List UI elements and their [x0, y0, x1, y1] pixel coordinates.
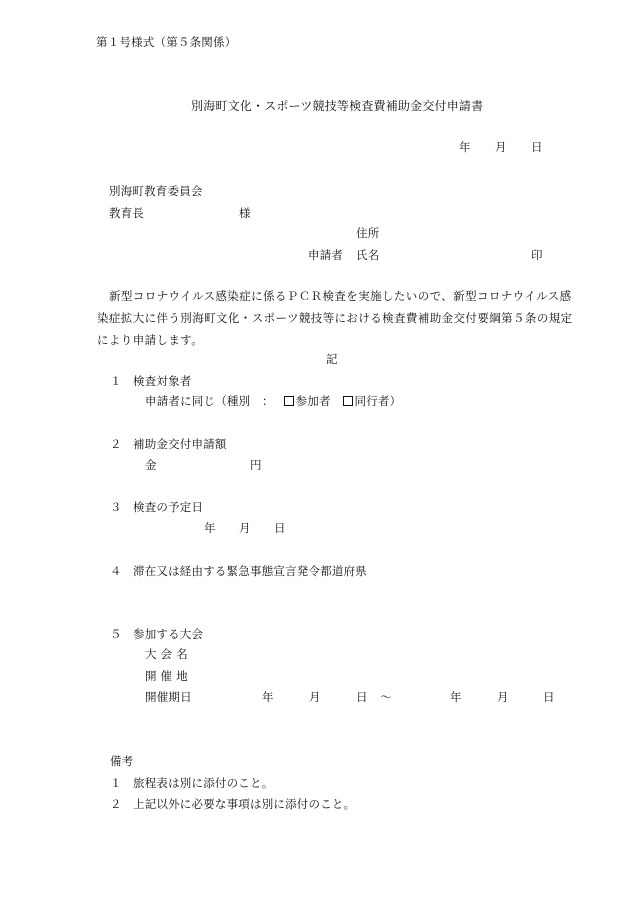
companion-checkbox[interactable]	[343, 396, 353, 406]
item-2-number: ２	[110, 437, 122, 451]
date-month-label: 月	[495, 140, 507, 154]
item-5-start-month-label: 月	[309, 690, 321, 704]
item-5-start-day-label: 日	[356, 690, 368, 704]
form-number: 第１号様式（第５条関係）	[96, 35, 237, 49]
participant-option-label: 参加者	[295, 394, 331, 408]
notes-heading: 備考	[110, 754, 134, 768]
recipient-org: 別海町教育委員会	[109, 184, 203, 198]
item-1-detail	[145, 394, 401, 408]
date-day-label: 日	[531, 140, 543, 154]
item-3-year-label: 年	[204, 521, 216, 535]
applicant-seal-label: 印	[531, 248, 543, 262]
applicant-address-label: 住所	[356, 226, 380, 240]
item-5-end-month-label: 月	[497, 690, 509, 704]
ki-heading: 記	[326, 352, 338, 366]
item-5-tilde: ～	[380, 690, 392, 704]
item-2-kin-label: 金	[145, 458, 157, 472]
note-2-text: 上記以外に必要な事項は別に添付のこと。	[133, 797, 356, 811]
item-5-end-day-label: 日	[543, 690, 555, 704]
item-2-label: 補助金交付申請額	[133, 437, 227, 451]
item-4-number: ４	[110, 564, 122, 578]
item-1-label: 検査対象者	[133, 374, 192, 388]
applicant-name-label: 氏名	[356, 248, 380, 262]
recipient-position: 教育長	[109, 206, 145, 220]
item-2-yen-label: 円	[250, 458, 262, 472]
item-3-label: 検査の予定日	[133, 500, 204, 514]
item-5-event-name-label: 大 会 名	[145, 647, 188, 661]
item-3-month-label: 月	[239, 521, 251, 535]
form-title: 別海町文化・スポーツ競技等検査費補助金交付申請書	[191, 99, 484, 113]
note-1-number: １	[110, 776, 122, 790]
recipient-honorific: 様	[239, 206, 251, 220]
applicant-role-label: 申請者	[308, 248, 344, 262]
participant-checkbox[interactable]	[284, 396, 294, 406]
item-5-period-label: 開催期日	[145, 690, 192, 704]
item-3-day-label: 日	[274, 521, 286, 535]
item-5-number: ５	[110, 627, 122, 641]
item-5-end-year-label: 年	[450, 690, 462, 704]
application-statement: 新型コロナウイルス感染症に係るＰＣＲ検査を実施したいので、新型コロナウイルス感染症拡大に伴う別海町文化・スポーツ競技等における検査費補助金交付要綱第５条の規定により申請します。	[97, 289, 573, 347]
item-3-number: ３	[110, 500, 122, 514]
item-1-detail-prefix: 申請者に同じ（種別 ：	[145, 394, 274, 408]
item-4-label: 滞在又は経由する緊急事態宣言発令都道府県	[133, 564, 367, 578]
item-5-label: 参加する大会	[133, 627, 204, 641]
note-1-text: 旅程表は別に添付のこと。	[133, 776, 274, 790]
companion-option-label: 同行者）	[354, 394, 402, 408]
item-5-venue-label: 開 催 地	[145, 669, 188, 683]
item-5-start-year-label: 年	[262, 690, 274, 704]
item-1-number: １	[110, 374, 122, 388]
date-year-label: 年	[459, 140, 471, 154]
note-2-number: ２	[110, 797, 122, 811]
